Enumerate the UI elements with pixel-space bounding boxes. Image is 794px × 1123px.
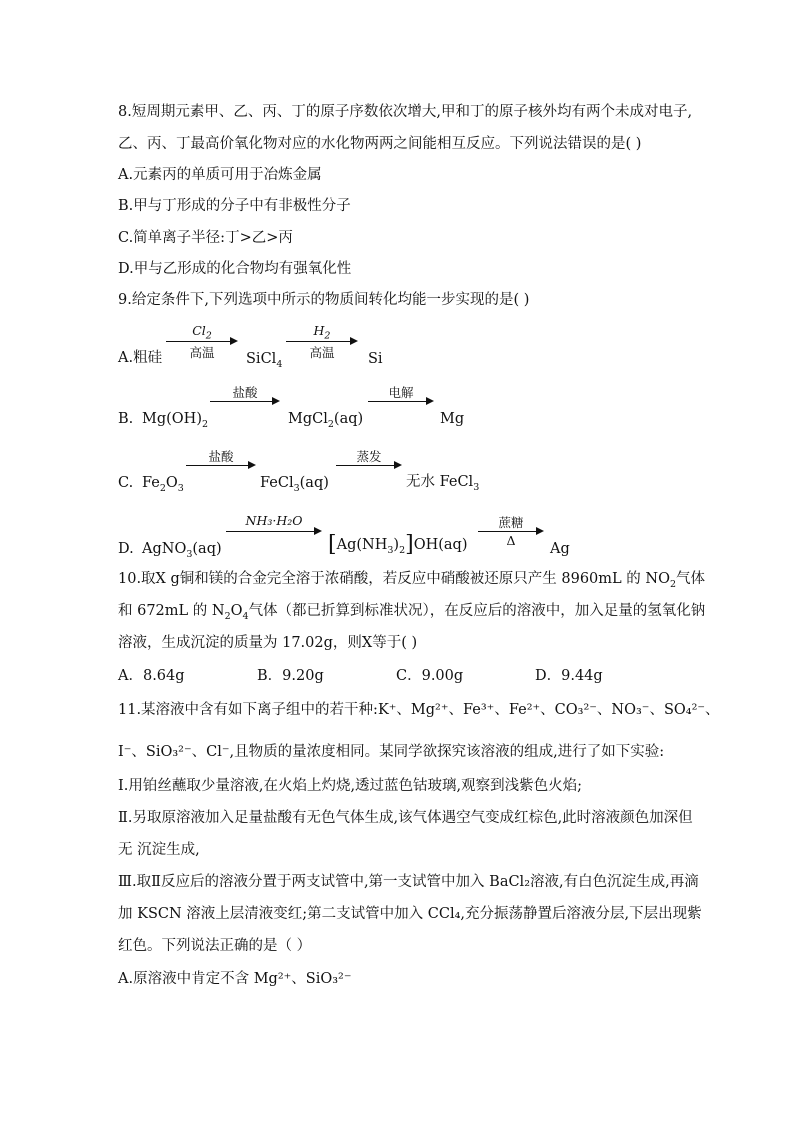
- q9c-product: 无水 FeCl$_3$: [406, 474, 480, 493]
- q8-option-a: A.元素丙的单质可用于冶炼金属: [118, 167, 322, 183]
- q9a-intermediate: SiCl$_4$: [246, 351, 283, 370]
- q11-step3-line2: 加 KSCN 溶液上层清液变红;第二支试管中加入 CCl₄,充分振荡静置后溶液分层,下层出现紫: [118, 906, 702, 922]
- q10-option-d: D．9.44g: [535, 668, 603, 684]
- q11-step1: Ⅰ.用铂丝蘸取少量溶液,在火焰上灼烧,透过蓝色钴玻璃,观察到浅紫色火焰;: [118, 778, 583, 794]
- q9d-arrow2-condition: Δ: [506, 533, 516, 548]
- q9d-product: Ag: [550, 541, 570, 557]
- q8-option-d: D.甲与乙形成的化合物均有强氧化性: [118, 261, 352, 277]
- q9a-product: Si: [368, 351, 383, 367]
- q9-option-c: [118, 447, 558, 494]
- q8-stem-line2: 乙、丙、丁最高价氧化物对应的水化物两两之间能相互反应。下列说法错误的是( ): [118, 136, 642, 152]
- q9-stem: 9.给定条件下,下列选项中所示的物质间转化均能一步实现的是( ): [118, 292, 530, 308]
- q9b-arrow1: [210, 387, 280, 417]
- q11-step2-line2: 无 沉淀生成,: [118, 842, 200, 858]
- q9-option-a: [118, 323, 538, 370]
- q9c-arrow2: [336, 451, 402, 481]
- q9a-arrow2: [286, 323, 358, 360]
- q10-option-b: B．9.20g: [257, 668, 324, 684]
- q9d-arrow1-reagent: NH₃·H₂O: [245, 513, 303, 528]
- q9-option-d: [118, 507, 598, 560]
- q9d-arrow2-reagent: 蔗糖: [498, 515, 524, 530]
- q9b-reactant: $Mg(OH)_2$: [142, 411, 209, 430]
- q9d-intermediate: $[Ag(NH_3)_2]OH(aq)$: [328, 532, 468, 557]
- q10-stem-line1: 10.取X g铜和镁的合金完全溶于浓硝酸，若反应中硝酸被还原只产生 8960mL 的 $NO_2$气体: [118, 571, 706, 590]
- q9b-label: B.: [118, 411, 134, 427]
- q9d-reactant: AgNO$_3$(aq): [142, 541, 222, 560]
- q8-stem-line1: 8.短周期元素甲、乙、丙、丁的原子序数依次增大,甲和丁的原子核外均有两个未成对电子,: [118, 104, 693, 120]
- q8-option-b: B.甲与丁形成的分子中有非极性分子: [118, 198, 351, 214]
- q9c-arrow2-condition: 蒸发: [356, 449, 382, 464]
- q10-stem-line3: 溶液，生成沉淀的质量为 17.02g，则X等于( ): [118, 635, 418, 651]
- q11-stem-line1: 11.某溶液中含有如下离子组中的若干种:K⁺、Mg²⁺、Fe³⁺、Fe²⁺、CO₃²⁻、NO₃⁻、SO₄²⁻、: [118, 702, 720, 718]
- q9a-arrow1-condition: 高温: [189, 345, 215, 360]
- q9b-arrow2-reagent: 电解: [388, 385, 414, 400]
- q9a-arrow1-reagent: $Cl_2$: [192, 323, 212, 342]
- q10-option-c: C．9.00g: [396, 668, 464, 684]
- q9c-arrow1: [186, 451, 256, 481]
- q9d-arrow2: [478, 517, 544, 547]
- q9a-arrow1: [166, 323, 238, 360]
- q9d-arrow1: [226, 513, 322, 547]
- q9b-product: Mg: [440, 411, 465, 427]
- q9d-label: D.: [118, 541, 134, 557]
- q11-stem-line2: I⁻、SiO₃²⁻、Cl⁻,且物质的量浓度相同。某同学欲探究该溶液的组成,进行了如下实验:: [118, 744, 665, 760]
- q10-option-a: A．8.64g: [118, 668, 185, 684]
- q11-step3-line3: 红色。下列说法正确的是（ ）: [118, 938, 312, 954]
- q9a-label: A.粗硅: [118, 350, 163, 366]
- q9c-arrow1-reagent: 盐酸: [208, 449, 234, 464]
- q8-option-c: C.简单离子半径:丁>乙>丙: [118, 230, 293, 246]
- q11-step2-line1: Ⅱ.另取原溶液加入足量盐酸有无色气体生成,该气体遇空气变成红棕色,此时溶液颜色加深但: [118, 810, 693, 826]
- q11-option-a: A.原溶液中肯定不含 Mg²⁺、SiO₃²⁻: [118, 971, 352, 987]
- q9c-intermediate: FeCl$_3$(aq): [260, 475, 329, 494]
- q9b-intermediate: MgCl$_2$(aq): [288, 411, 364, 430]
- q9b-arrow2: [368, 387, 434, 417]
- q9a-arrow2-reagent: $H_2$: [313, 323, 331, 342]
- q10-stem-line2: 和 672mL 的 $N_2O_4$气体（都已折算到标准状况），在反应后的溶液中，加入足量的氢氧化钠: [118, 603, 706, 622]
- q9b-arrow1-reagent: 盐酸: [232, 385, 258, 400]
- q11-step3-line1: Ⅲ.取Ⅱ反应后的溶液分置于两支试管中,第一支试管中加入 BaCl₂溶液,有白色沉淀生成,再滴: [118, 874, 699, 890]
- q9c-label: C.: [118, 475, 134, 491]
- q9-option-b: [118, 383, 538, 430]
- q9c-reactant: $Fe_2O_3$: [142, 475, 184, 494]
- q9a-arrow2-condition: 高温: [309, 345, 335, 360]
